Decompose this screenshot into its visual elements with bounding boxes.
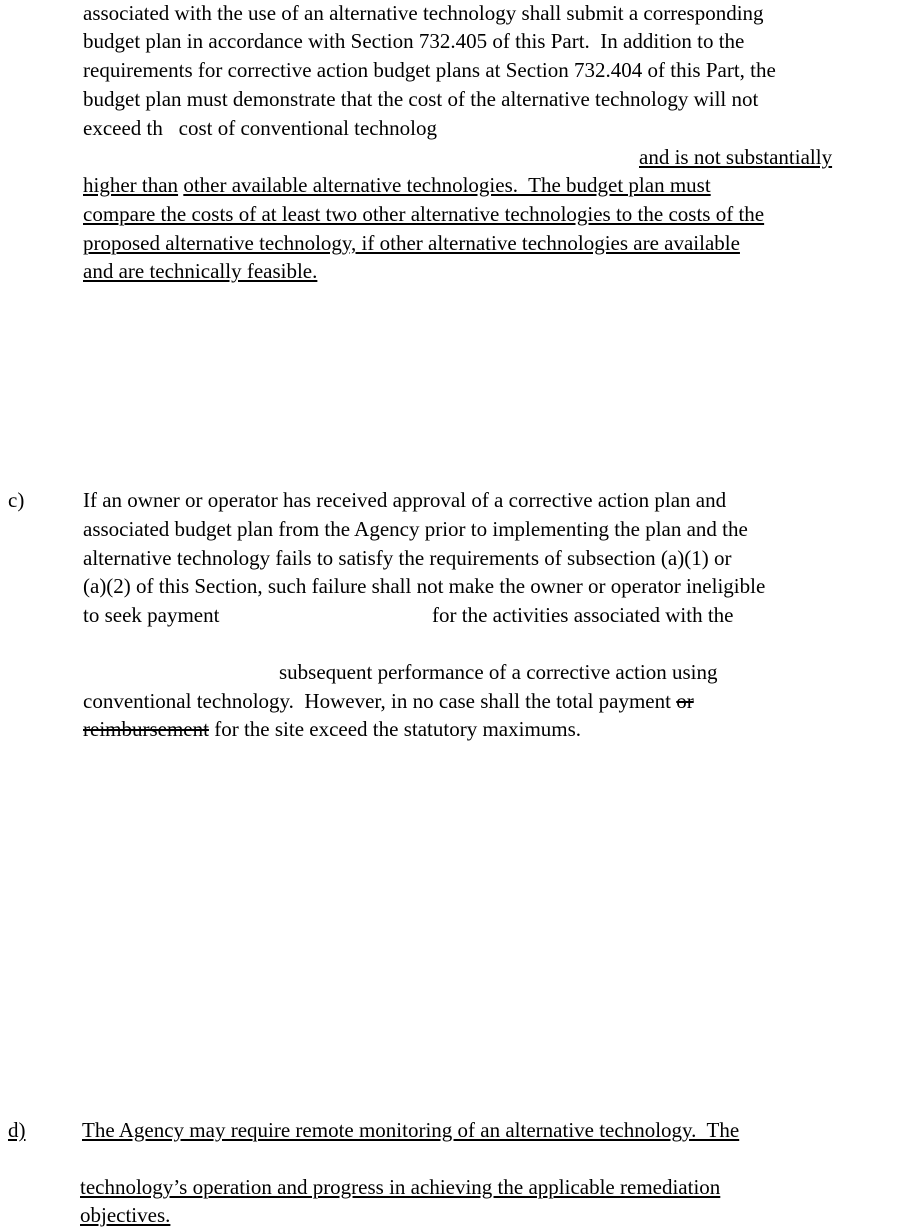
text-run: conventional technology. However, in no case shall the total payment (83, 689, 677, 713)
inserted-text-line: The Agency may require remote monitoring of an alternative technology. The (82, 1118, 740, 1142)
text-line: (a)(2) of this Section, such failure shall not make the owner or operator ineligible (83, 574, 766, 598)
text-run: for the site exceed the statutory maximums. (208, 717, 582, 741)
paragraph-label: d) (8, 1118, 26, 1142)
inserted-text-line: technology’s operation and progress in achieving the applicable remediation (80, 1175, 721, 1199)
text-line: If an owner or operator has received approval of a corrective action plan and (83, 488, 727, 512)
inserted-text-line: proposed alternative technology, if other alternative technologies are available (83, 231, 740, 255)
inserted-text-line: compare the costs of at least two other alternative technologies to the costs of the (83, 202, 765, 226)
deleted-text: or (676, 689, 694, 713)
text-line: requirements for corrective action budget plans at Section 732.404 of this Part, the (83, 58, 776, 82)
text-line: exceed th cost of conventional technolog (83, 116, 437, 140)
text-line: budget plan must demonstrate that the cost of the alternative technology will not (83, 87, 759, 111)
paragraph-label: c) (8, 488, 25, 512)
text-line: alternative technology fails to satisfy the requirements of subsection (a)(1) or (83, 546, 732, 570)
text-line: associated budget plan from the Agency prior to implementing the plan and the (83, 517, 748, 541)
inserted-text: higher than (83, 173, 179, 197)
text-line: to seek payment (83, 603, 220, 627)
text-line: subsequent performance of a corrective action using (279, 660, 718, 684)
inserted-text-line: and are technically feasible. (83, 259, 318, 283)
text-line (83, 716, 581, 742)
text-line: associated with the use of an alternative technology shall submit a corresponding (83, 1, 764, 25)
inserted-text-line (83, 172, 711, 198)
inserted-text: other available alternative technologies. The budget plan must (183, 173, 711, 197)
text-line: for the activities associated with the (432, 603, 734, 627)
deleted-text: reimbursement (83, 717, 209, 741)
inserted-text-line: objectives. (80, 1203, 171, 1227)
text-line: budget plan in accordance with Section 732.405 of this Part. In addition to the (83, 29, 745, 53)
text-line (83, 688, 694, 714)
inserted-text-line: and is not substantially (639, 145, 833, 169)
